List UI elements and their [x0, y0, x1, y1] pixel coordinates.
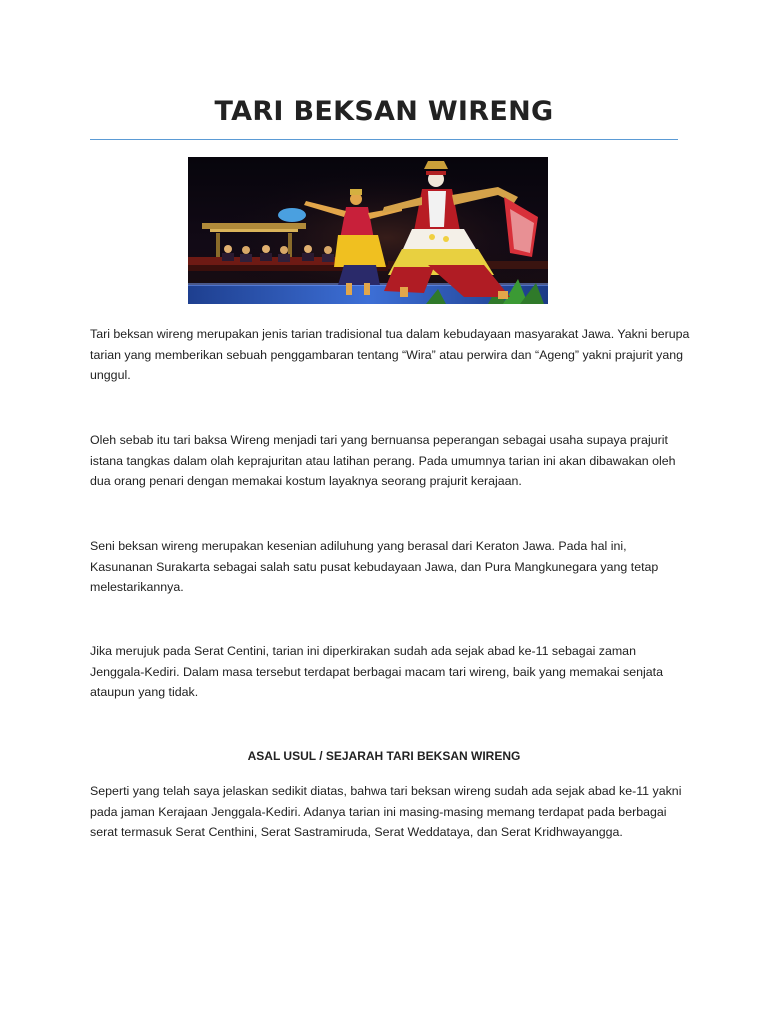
- section-heading: ASAL USUL / SEJARAH TARI BEKSAN WIRENG: [247, 749, 521, 763]
- document-title: TARI BEKSAN WIRENG: [214, 96, 554, 127]
- dancers-photo: [188, 157, 548, 304]
- title-underline-rule: [90, 139, 678, 140]
- paragraph-4: Jika merujuk pada Serat Centini, tarian ini diperkirakan sudah ada sejak abad ke-11 sebagai zaman Jenggala-Kediri. Dalam masa tersebut terdapat berbagai macam tari wireng, baik yang memakai senjata ataupun yang tidak.: [90, 644, 664, 699]
- section-paragraph: Seperti yang telah saya jelaskan sedikit diatas, bahwa tari beksan wireng sudah ada sejak abad ke-11 yakni pada jaman Kerajaan Jenggala-Kediri. Adanya tarian ini masing-masing memang terdapat pada berbagai serat termasuk Serat Centhini, Serat Sastramiruda, Serat Weddataya, dan Serat Kridhwayangga.: [90, 784, 682, 839]
- paragraph-2: Oleh sebab itu tari baksa Wireng menjadi tari yang bernuansa peperangan sebagai usaha supaya prajurit istana tangkas dalam olah keprajuritan atau latihan perang. Pada umumnya tarian ini akan dibawakan oleh dua orang penari dengan memakai kostum layaknya seorang prajurit kerajaan.: [90, 433, 676, 488]
- paragraph-1: Tari beksan wireng merupakan jenis tarian tradisional tua dalam kebudayaan masyarakat Jawa. Yakni berupa tarian yang memberikan sebuah penggambaran tentang “Wira” atau perwira dan “Ageng” yakni prajurit yang unggul.: [90, 327, 690, 382]
- dancers-photo-illustration: [188, 157, 548, 304]
- paragraph-3: Seni beksan wireng merupakan kesenian adiluhung yang berasal dari Keraton Jawa. Pada hal ini, Kasunanan Surakarta sebagai salah satu pusat kebudayaan Jawa, dan Pura Mangkunegara yang tetap melestarikannya.: [90, 539, 659, 594]
